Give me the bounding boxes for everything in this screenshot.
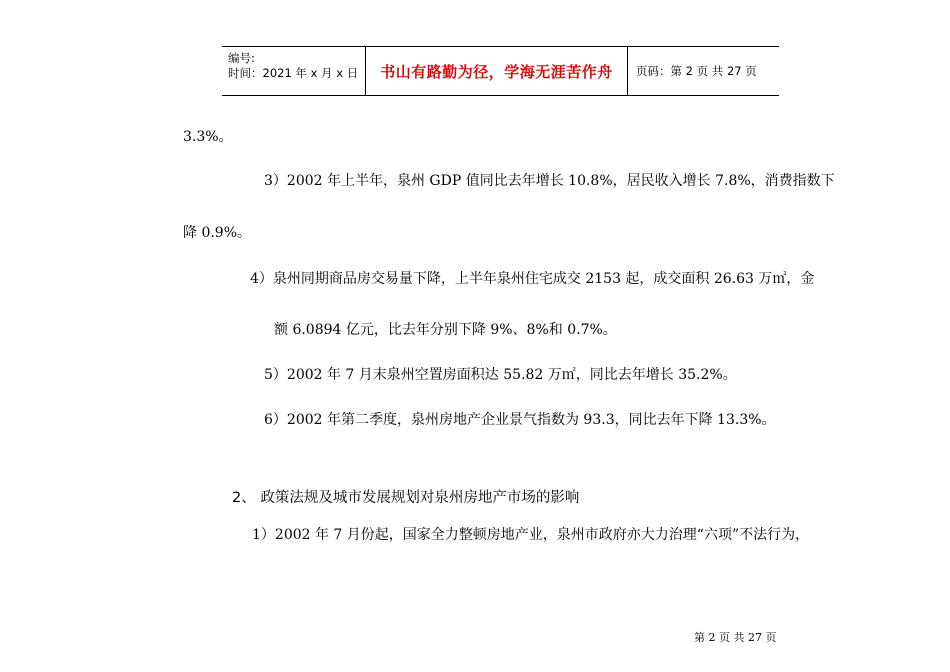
body-line: 3）2002 年上半年，泉州 GDP 值同比去年增长 10.8%，居民收入增长 7.8%，消费指数下 bbox=[264, 173, 835, 189]
body-line: 3.3%。 bbox=[183, 129, 233, 145]
serial-number-label: 编号: bbox=[228, 51, 255, 65]
header-page-code: 页码：第 2 页 共 27 页 bbox=[636, 64, 757, 78]
body-line: 额 6.0894 亿元，比去年分别下降 9%、8%和 0.7%。 bbox=[274, 322, 617, 338]
footer-page-number: 第 2 页 共 27 页 bbox=[694, 631, 777, 644]
body-line: 6）2002 年第二季度，泉州房地产企业景气指数为 93.3，同比去年下降 13.3%。 bbox=[264, 412, 776, 428]
page-header bbox=[222, 46, 779, 96]
body-line: 4）泉州同期商品房交易量下降，上半年泉州住宅成交 2153 起，成交面积 26.63 万㎡，金 bbox=[250, 271, 815, 287]
body-line: 降 0.9%。 bbox=[183, 225, 252, 241]
body-line: 5）2002 年 7 月末泉州空置房面积达 55.82 万㎡，同比去年增长 35.2%。 bbox=[264, 367, 737, 383]
header-meta bbox=[222, 47, 366, 95]
date-label: 时间：2021 年 x 月 x 日 bbox=[228, 66, 359, 80]
header-motto: 书山有路勤为径，学海无涯苦作舟 bbox=[366, 47, 628, 95]
body-line: 1）2002 年 7 月份起，国家全力整顿房地产业，泉州市政府亦大力治理“六项”不法行为， bbox=[252, 527, 810, 543]
section-heading: 2、 政策法规及城市发展规划对泉州房地产市场的影响 bbox=[232, 490, 580, 506]
